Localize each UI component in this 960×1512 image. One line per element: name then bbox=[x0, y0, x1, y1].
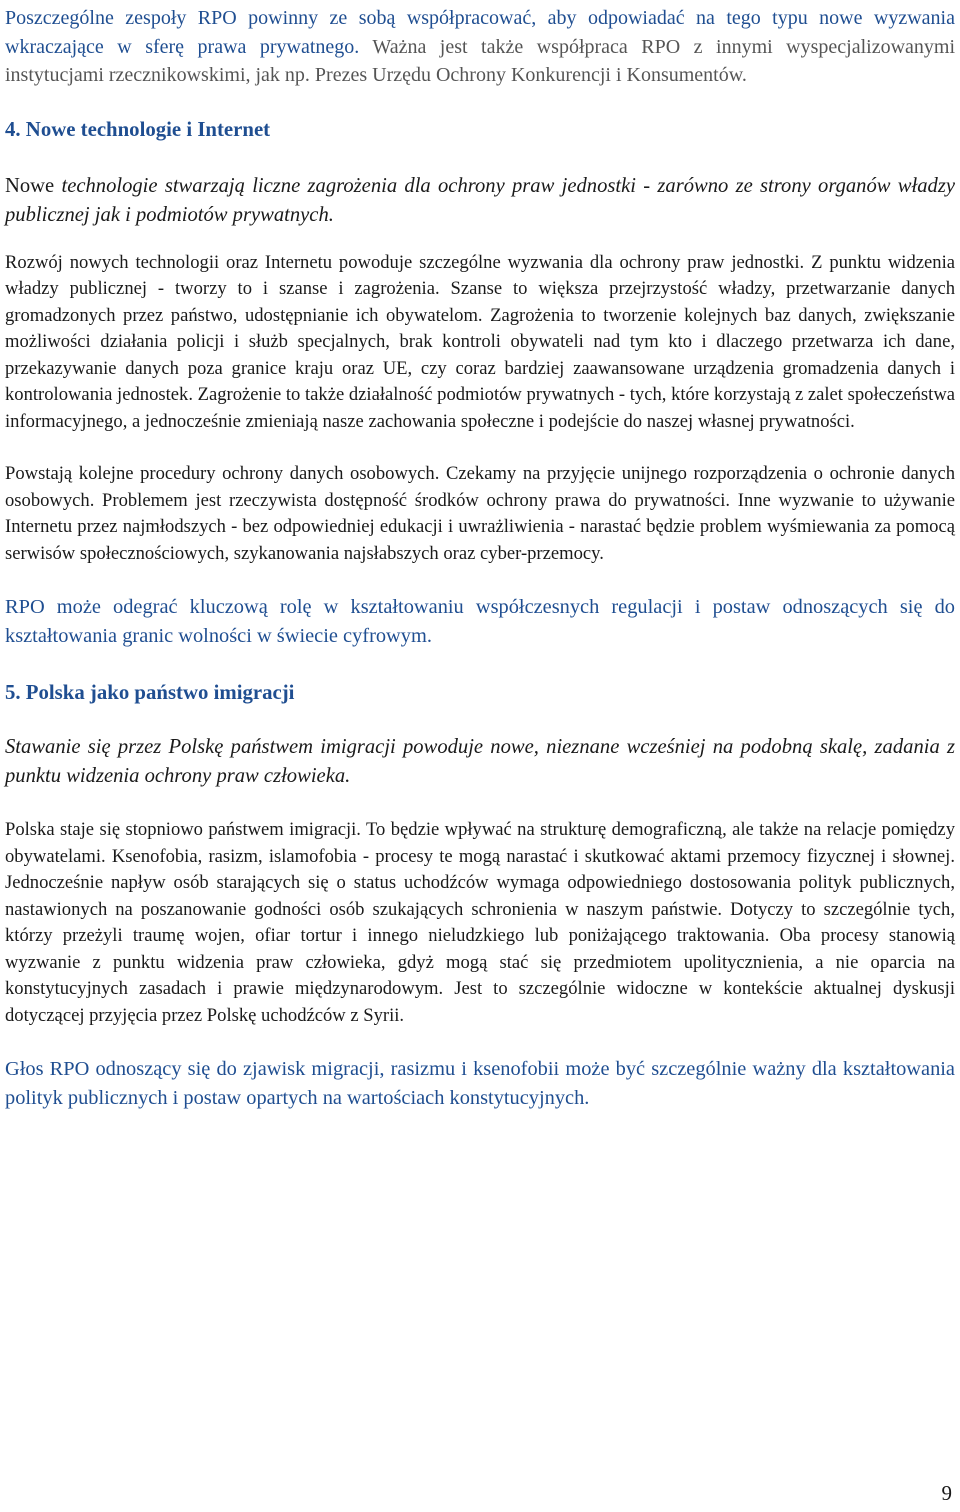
document-page bbox=[5, 4, 955, 1113]
section-5-conclusion: Głos RPO odnoszący się do zjawisk migracji, rasizmu i ksenofobii może być szczególnie ważny dla kształtowania polityk publicznych i postaw opartych na wartościach konstytucyjnych. bbox=[5, 1058, 955, 1109]
page-number: 9 bbox=[941, 1481, 952, 1505]
section-4-paragraph-1: Rozwój nowych technologii oraz Internetu powoduje szczególne wyzwania dla ochrony praw jednostki. Z punktu widzenia władzy publicznej - tworzy to i szanse i zagrożenia. Szanse to większa przejrzystość władzy, przetwarzanie danych gromadzonych przez państwo, udostępnianie ich obywatelom. Zagrożenia to tworzenie kolejnych baz danych, zwiększanie możliwości działania policji i służb specjalnych, brak kontroli obywateli nad tym kto i dlaczego przetwarza ich dane, przekazywanie danych poza granice kraju oraz UE, czy coraz bardziej zaawansowane urządzenia gromadzenia danych i kontrolowania jednostek. Zagrożenie to także działalność podmiotów prywatnych - tych, które korzystają z zalet społeczeństwa informacyjnego, a jednocześnie zmieniają nasze zachowania społeczne i podejście do naszej własnej prywatności. bbox=[5, 251, 956, 432]
section-4-paragraph-2: Powstają kolejne procedury ochrony danych osobowych. Czekamy na przyjęcie unijnego rozporządzenia o ochronie danych osobowych. Problemem jest rzeczywista dostępność środków ochrony prawa do prywatności. Inne wyzwanie to używanie Internetu przez najmłodszych - bez odpowiedniej edukacji i uwrażliwienia - narastać będzie problem wyśmiewania za pomocą serwisów społecznościowych, szykanowania najsłabszych oraz cyber-przemocy. bbox=[5, 463, 955, 564]
section-4-lead-plain: Nowe bbox=[5, 174, 62, 197]
section-4-heading: 4. Nowe technologie i Internet bbox=[5, 117, 271, 141]
section-4-conclusion: RPO może odegrać kluczową rolę w kształtowaniu współczesnych regulacji i postaw odnoszących się do kształtowania granic wolności w świecie cyfrowym. bbox=[5, 596, 955, 647]
section-5-heading: 5. Polska jako państwo imigracji bbox=[5, 681, 295, 704]
section-4-lead bbox=[5, 172, 955, 230]
section-4-lead-italic: technologie stwarzają liczne zagrożenia dla ochrony praw jednostki - zarówno ze strony organów władzy publicznej jak i podmiotów prywatnych. bbox=[5, 174, 955, 226]
intro-grey-text: Ważna jest także współpraca RPO z innymi wyspecjalizowanymi instytucjami rzecznikowskimi, jak np. Prezes Urzędu Ochrony Konkurencji i Konsumentów. bbox=[5, 35, 956, 86]
section-5-lead: Stawanie się przez Polskę państwem imigracji powoduje nowe, nieznane wcześniej na podobną skalę, zadania z punktu widzenia ochrony praw człowieka. bbox=[5, 736, 955, 787]
intro-blue-text: Poszczególne zespoły RPO powinny ze sobą współpracować, aby odpowiadać na tego typu nowe wyzwania wkraczające w sferę prawa prywatnego. bbox=[5, 7, 955, 58]
intro-paragraph bbox=[5, 4, 955, 90]
section-5-paragraph-1: Polska staje się stopniowo państwem imigracji. To będzie wpływać na strukturę demograficzną, ale także na relacje pomiędzy obywatelami. Ksenofobia, rasizm, islamofobia - procesy te mogą narastać i skutkować aktami przemocy fizycznej i słownej. Jednocześnie napływ osób starających się o status uchodźców wymaga odpowiedniego dostosowania polityk publicznych, nastawionych na poszanowanie godności osób szukających schronienia w naszym państwie. Dotyczy to szczególnie tych, którzy przeżyli traumę wojen, ofiar tortur i innego nieludzkiego lub poniżającego traktowania. Oba procesy stanowią wyzwanie z punktu widzenia praw człowieka, gdyż mogą stać się przedmiotem upolitycznienia, a nie oparcia na konstytucyjnych zasadach i prawie międzynarodowym. Jest to szczególnie widoczne w kontekście aktualnej dyskusji dotyczącej przyjęcia przez Polskę uchodźców z Syrii. bbox=[5, 819, 955, 1026]
